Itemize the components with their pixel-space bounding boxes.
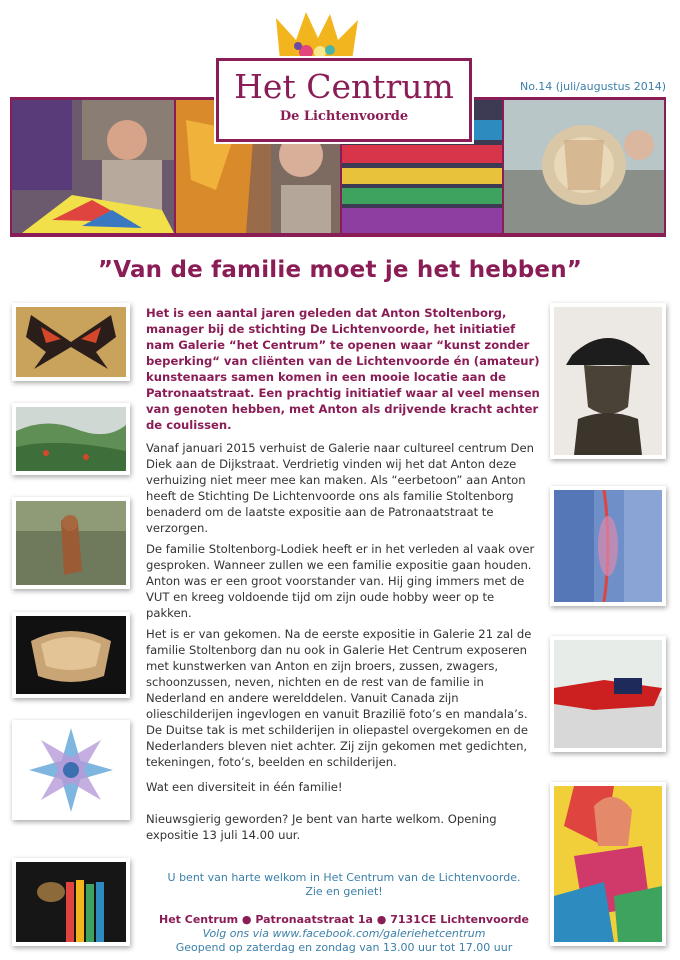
image-bronze-bust	[550, 303, 666, 459]
lead-paragraph: Het is een aantal jaren geleden dat Anton Stoltenborg, manager bij de stichting De Lichtenvoorde, het initiatief nam Galerie “het Centrum” te openen waar “kunst zonder beperking“ van cliënten van de Lichtenvoorde én (amateur) kunstenaars samen komen in een mooie locatie aan de Patronaatstraat. Een prachtig initiatief waar al veel mensen van genoten hebben, met Anton als drijvende kracht achter de coulissen.	[146, 306, 540, 432]
brand-logo	[216, 58, 472, 142]
paragraph: De familie Stoltenborg-Lodiek heeft er in het verleden al vaak over gesproken. Wanneer zullen we een familie expositie gaan houden. Anton was er een groot voorstander van. Hij ging immers met de VUT en kreeg voldoende tijd om zijn oude hobby weer op te pakken.	[146, 542, 535, 620]
footer-enjoy: Zie en geniet!	[305, 885, 383, 898]
article-paragraph-6	[146, 811, 542, 843]
image-cubist-figure	[550, 782, 666, 946]
footer-welcome: U bent van harte welkom in Het Centrum van de Lichtenvoorde.	[167, 871, 521, 884]
footer-facebook-link[interactable]: Volg ons via www.facebook.com/galeriehetcentrum	[202, 927, 486, 940]
paragraph: Vanaf januari 2015 verhuist de Galerie naar cultureel centrum Den Diek aan de Dijkstraat. Verdrietig vinden wij het dat Anton deze verhuizing niet meer mee kan maken. Als “eerbetoon” aan Anton heeft de Stichting De Lichtenvoorde ons als familie Stoltenborg benaderd om de laatste expositie aan de Patronaatstraat te verzorgen.	[146, 441, 534, 535]
paragraph: Het is er van gekomen. Na de eerste expositie in Galerie 21 zal de familie Stoltenborg dan nu ook in Galerie Het Centrum exposeren met kunstwerken van Anton en zijn broers, zussen, zwagers, schoonzussen, neven, nichten en de rest van de familie in Nederland en andere werelddelen. Vanuit Canada zijn olieschilderijen ingevlogen en vanuit Brazilië foto’s en mandala’s. De Duitse tak is met schilderijen in oliepastel overgekomen en de Nederlanders bleven niet achter. Zij zijn gekomen met gedichten, tekeningen, foto’s, beelden en schilderijen.	[146, 627, 532, 769]
article-paragraph-3	[146, 541, 542, 621]
footer-opening-hours: Geopend op zaterdag en zondag van 13.00 uur tot 17.00 uur	[175, 941, 513, 954]
image-wooden-bowl	[12, 612, 130, 698]
image-butterfly	[12, 303, 130, 381]
brand-subtitle: De Lichtenvoorde	[279, 109, 409, 124]
issue-number: No.14 (juli/augustus 2014)	[520, 80, 667, 93]
image-mandala	[12, 720, 130, 820]
image-red-abstract	[550, 636, 666, 752]
image-landscape-painting	[12, 403, 130, 475]
article-paragraph-2	[146, 440, 542, 536]
footer-address: Het Centrum ● Patronaatstraat 1a ● 7131CE Lichtenvoorde	[159, 913, 529, 926]
footer	[146, 871, 542, 955]
image-wood-sculpture	[12, 497, 130, 589]
image-masks	[12, 858, 130, 946]
article-paragraph-4	[146, 626, 542, 770]
article-lead	[146, 305, 542, 433]
header-photo-painting-workshop	[12, 100, 174, 233]
header-photo-pottery	[504, 100, 664, 233]
headline: ”Van de familie moet je het hebben”	[97, 257, 583, 283]
article-paragraph-5	[146, 779, 542, 795]
paragraph: Nieuwsgierig geworden? Je bent van harte welkom. Opening expositie 13 juli 14.00 uur.	[146, 812, 497, 842]
paragraph: Wat een diversiteit in één familie!	[146, 780, 343, 794]
image-blue-abstract	[550, 486, 666, 606]
brand-title: Het Centrum	[234, 67, 454, 106]
